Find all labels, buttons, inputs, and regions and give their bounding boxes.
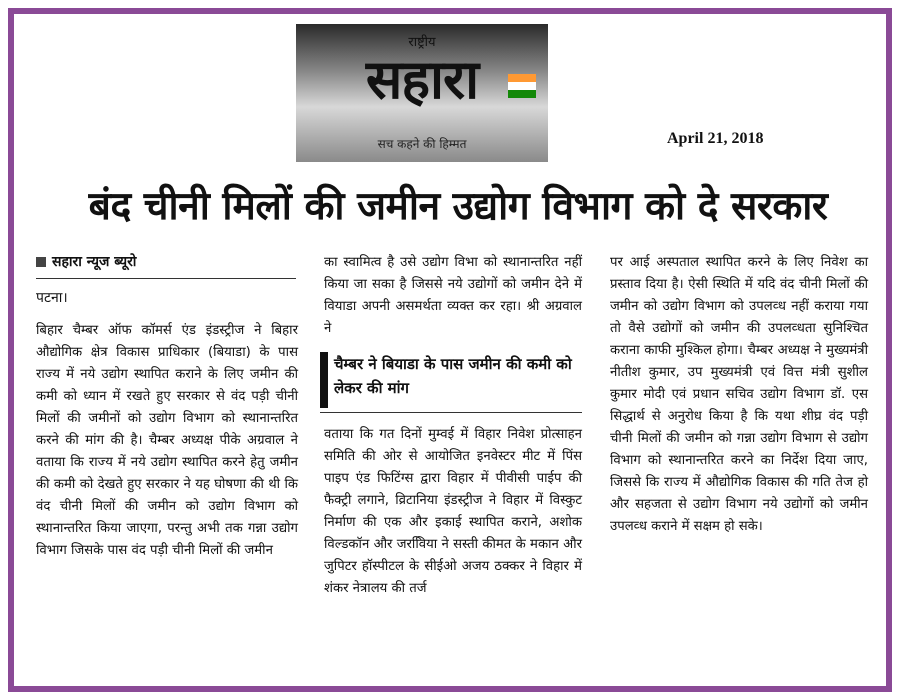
pull-quote-divider [320,412,582,413]
square-bullet-icon [36,257,46,267]
pull-quote-bar [320,352,328,408]
byline-text: सहारा न्यूज ब्यूरो [52,254,137,270]
byline [36,252,136,271]
newspaper-masthead [296,24,548,162]
byline-divider [36,278,296,279]
pull-quote-text: चैम्बर ने बियाडा के पास जमीन की कमी को लेकर की मांग [334,355,572,397]
masthead-tagline: सच कहने की हिम्मत [377,137,467,151]
masthead-name: सहारा [365,48,479,111]
article-column-1: बिहार चैम्बर ऑफ कॉमर्स एंड इंडस्ट्रीज ने बिहार औद्योगिक क्षेत्र विकास प्राधिकार (बियाडा) के पास राज्य में नये उद्योग स्थापित कराने के लिए जमीन की कमी को ध्यान में रखते हुए सरकार से वंद पड़ी चीनी मिलों की जमीनों को उद्योग विभाग को स्थानान्तरित करने की मांग की है। चैम्बर अध्यक्ष पीके अग्रवाल ने वताया कि राज्य में नये उद्योग स्थापित करने हेतु जमीन की कमी को देखते हुए सरकार ने यह घोषणा की थी कि वंद चीनी मिलों की जमीन को उद्योग विभाग को स्थानान्तरित किया जाएगा, परन्तु अभी तक गन्ना उद्योग विभाग जिसके पास वंद पड़ी चीनी मिलों की जमीन [36,323,298,558]
masthead-kicker: राष्ट्रीय [408,35,436,50]
article-column-2-bottom: वताया कि गत दिनों मुम्वई में विहार निवेश प्रोत्साहन समिति की ओर से आयोजित इनवेस्टर मीट में पिंस पाइप एंड फिटिंग्स द्वारा विहार में पीवीसी पाईप की फैक्ट्री लगाने, व्रिटानिया इंडस्ट्रीज ने विहार में विस्कुट निर्माण की एक और इकाई स्थापित कराने, अशोक विल्डकॉन और जरवििया ने सस्ती कीमत के मकान और जुपिटर हॉस्पीटल के सीईओ अजय ठक्कर ने विहार में शंकर नेत्रालय की तर्ज [324,427,582,596]
tricolor-flag-icon [508,74,536,98]
publication-date: April 21, 2018 [667,130,764,147]
article-column-3: पर आई अस्पताल स्थापित करने के लिए निवेश का प्रस्ताव दिया है। ऐसी स्थिति में यदि वंद चीनी मिलों की जमीन को उद्योग विभाग को उपलव्ध नहीं कराया गया तो वैसे उद्योगों को जमीन की उपलव्धता सुनिश्चित कराना काफी मुश्किल होगा। चैम्बर अध्यक्ष ने मुख्यमंत्री नीतीश कुमार, उप मुख्यमंत्री एवं वित्त मंत्री सुशील कुमार मोदी एवं प्रधान सचिव उद्योग विभाग डॉ. एस सिद्धार्थ से अनुरोध किया है कि यथा शीघ्र वंद पड़ी चीनी मिलों की जमीन को गन्ना उद्योग विभाग से उद्योग विभाग को स्थानान्तरित करने का निर्देश दिया जाए, जिससे कि राज्य में औद्योगिक विकास की गति तेज हो और सहजता से उद्योग विभाग नये उद्योगों को जमीन उपलव्ध कराने में सक्षम हो सके। [610,255,868,534]
dateline-place: पटना। [36,290,68,306]
article-headline: बंद चीनी मिलों की जमीन उद्योग विभाग को दे सरकार [88,184,828,229]
article-column-2-top: का स्वामित्व है उसे उद्योग विभा को स्थानान्तरित नहीं किया जा सका है जिससे नये उद्योगों को जमीन देने में वियाडा अपनी असमर्थता व्यक्त कर रहा। श्री अग्रवाल ने [324,255,582,336]
